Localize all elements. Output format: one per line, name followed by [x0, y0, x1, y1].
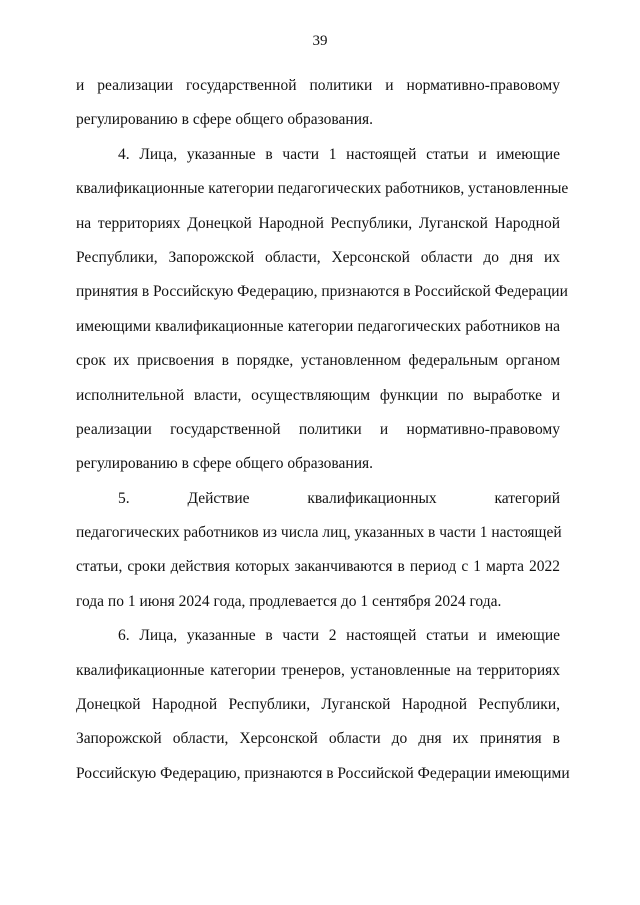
paragraph-4-first-line: 4. Лица, указанные в части 1 настоящей статьи и имеющие	[118, 145, 560, 163]
text-line: статьи, сроки действия которых заканчиваются в период с 1 марта 2022	[76, 558, 560, 576]
text-line: квалификационные категории педагогических работников, установленные	[76, 180, 569, 198]
text-line: регулированию в сфере общего образования.	[76, 111, 373, 129]
text-line: квалификационные категории тренеров, установленные на территориях	[76, 661, 560, 679]
paragraph-5-first-line: 5. Действие квалификационных категорий	[118, 489, 560, 507]
text-line: Российскую Федерацию, признаются в Российской Федерации имеющими	[76, 764, 570, 782]
text-line: исполнительной власти, осуществляющим функции по выработке и	[76, 386, 560, 404]
text-line: на территориях Донецкой Народной Республики, Луганской Народной	[76, 214, 560, 232]
text-line: Запорожской области, Херсонской области до дня их принятия в	[76, 730, 560, 748]
text-line: Донецкой Народной Республики, Луганской Народной Республики,	[76, 696, 560, 714]
text-line: регулированию в сфере общего образования.	[76, 455, 373, 473]
page-number: 39	[312, 33, 328, 49]
text-line: реализации государственной политики и нормативно-правовому	[76, 420, 560, 438]
text-line: Республики, Запорожской области, Херсонской области до дня их	[76, 248, 560, 266]
text-line: и реализации государственной политики и нормативно-правовому	[76, 77, 560, 94]
text-line: педагогических работников из числа лиц, указанных в части 1 настоящей	[76, 524, 562, 542]
text-line: срок их присвоения в порядке, установленном федеральным органом	[76, 352, 560, 370]
text-line: принятия в Российскую Федерацию, признаются в Российской Федерации	[76, 283, 568, 301]
paragraph-6-first-line: 6. Лица, указанные в части 2 настоящей статьи и имеющие	[118, 627, 560, 645]
text-line: имеющими квалификационные категории педагогических работников на	[76, 317, 560, 335]
text-line: года по 1 июня 2024 года, продлевается до 1 сентября 2024 года.	[76, 592, 502, 610]
document-body	[76, 69, 570, 791]
